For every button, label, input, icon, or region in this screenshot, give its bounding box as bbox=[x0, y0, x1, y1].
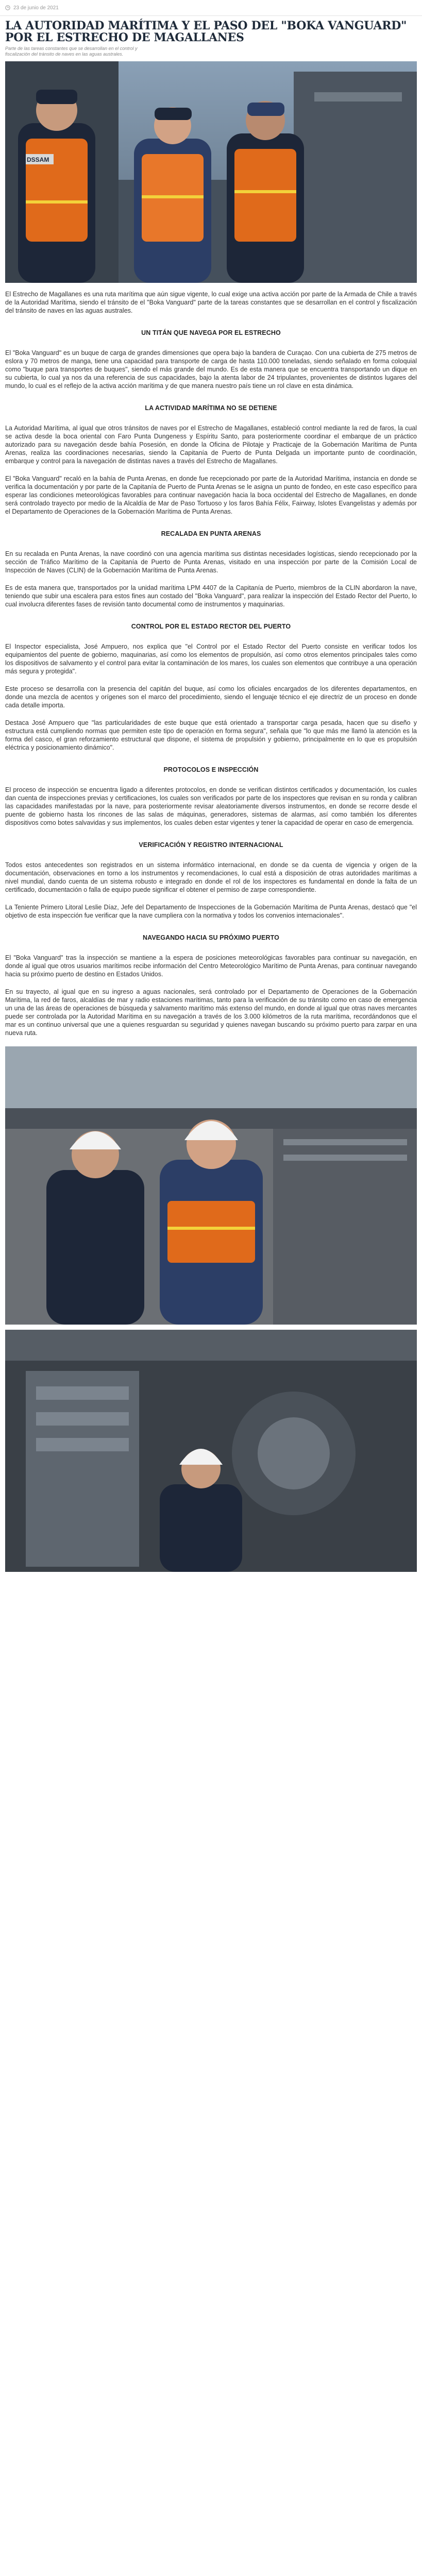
section-heading: PROTOCOLOS E INSPECCIÓN bbox=[163, 766, 259, 773]
section-heading: VERIFICACIÓN Y REGISTRO INTERNACIONAL bbox=[139, 841, 283, 849]
paragraph: El "Boka Vanguard" es un buque de carga de grandes dimensiones que opera bajo la bandera de Curaçao. Con una cubierta de 275 metros de eslora y 70 metros de manga, tiene una capacidad para transporte de carga de hasta 110.000 toneladas, siendo señalado en forma coloquial como "buque para transportes de buques", siendo el más grande del mundo. Es de esta manera que se encuentra transportando un dique en su cubierta, lo cual ya nos da una referencia de sus capacidades, bajo la atenta labor de 24 tripulantes, provenientes de distintos lugares del mundo, lo cual es el reflejo de la activa acción marítima y de que manera nuestro país tiene un rol clave en esta dinámica. bbox=[5, 349, 417, 389]
photo-inspection-deck bbox=[5, 1046, 417, 1325]
clock-icon bbox=[5, 5, 10, 10]
paragraph: Es de esta manera que, transportados por la unidad marítima LPM 4407 de la Capitanía de Puerto, miembros de la CLIN abordaron la nave, teniendo que subir una escalera para estos fines aun costado del "Boka Vanguard", para realizar la inspección del Estado Rector del Puerto, lo cual involucra diferentes fases de revisión tanto documental como de instrumentos y maquinarias. bbox=[5, 584, 417, 608]
paragraph: Todos estos antecedentes son registrados en un sistema informático internacional, en donde se da cuenta de vigencia y origen de la documentación, observaciones en torno a los instrumentos y recomendaciones, lo cual está a disposición de otras autoridades marítimas a nivel mundial, dando cuenta de un sistema robusto e integrado en donde el rol de los inspectores es fundamental en donde la falta de un certificado, documentación o falla de equipo puede significar el obtener el permiso de zarpe correspondiente. bbox=[5, 861, 417, 893]
paragraph: Este proceso se desarrolla con la presencia del capitán del buque, así como los oficiales encargados de los diferentes departamentos, en donde una mezcla de acentos y orígenes son el marco del procedimiento, siendo el lenguaje técnico el eje directriz de un proceso en donde cada detalle importa. bbox=[5, 685, 417, 709]
photo-engine-room bbox=[5, 1330, 417, 1572]
paragraph: El Estrecho de Magallanes es una ruta marítima que aún sigue vigente, lo cual exige una activa acción por parte de la Armada de Chile a través de la Autoridad Marítima, siendo el tránsito de el "Boka Vanguard" parte de la tareas constantes que se desarrollan en el control y fiscalización del tránsito de naves en las aguas australes. bbox=[5, 291, 417, 314]
paragraph: En su trayecto, al igual que en su ingreso a aguas nacionales, será controlado por el Departamento de Operaciones de la Gobernación Marítima, la red de faros, alcaldías de mar y radio estaciones marítimas, tanto para la verificación de su tránsito como en caso de emergencia un una de las áreas de operaciones de búsqueda y salvamento marítimo más extenso del mundo, en donde al igual que otras naves mercantes puede ser controlada por la Autoridad Marítima en su navegación a través de los 3.000 kilómetros de la ruta marítima, recordándonos que el mar es un continuo universal que une a quienes resguardan su seguridad y quienes navegan buscando su próximo puerto para zarpar en una nueva ruta. bbox=[5, 988, 417, 1037]
article-date: 23 de junio de 2021 bbox=[13, 5, 59, 11]
article-subtitle: Parte de las tareas constantes que se desarrollan en el control y fiscalización del tránsito de naves en las aguas australes. bbox=[5, 46, 138, 57]
section-heading: CONTROL POR EL ESTADO RECTOR DEL PUERTO bbox=[131, 623, 291, 630]
paragraph: El "Boka Vanguard" recaló en la bahía de Punta Arenas, en donde fue recepcionado por parte de la Autoridad Marítima, instancia en donde se verifica la documentación y por parte de la Capitanía de Puerto de Punta Arenas se le asigna un punto de fondeo, en este caso específico para esperar las condiciones meteorológicas favorables para continuar navegación hacia la boca occidental del Estrecho de Magallanes, en donde será controlado trayecto por medio de la Alcaldía de Mar de Paso Tortuoso y los faros Bahía Félix, Fairway, Islotes Evangelistas y además por el Departamento de Operaciones de la Gobernación Marítima de Punta Arenas. bbox=[5, 475, 417, 515]
paragraph: La Autoridad Marítima, al igual que otros tránsitos de naves por el Estrecho de Magallanes, estableció control mediante la red de faros, la cual se activa desde la boca oriental con Faro Punta Dungeness y Espíritu Santo, para posteriormente coordinar el embarque de un práctico autorizado para su navegación desde bahía Posesión, en donde la Oficina de Pilotaje y Practicaje de la Gobernación Marítima de Punta Arenas, realiza las coordinaciones necesarias, siendo la Capitanía de Puerto de Punta Delgada un importante punto de coordinación, embarque y control para la navegación de distintas naves a través del Estrecho de Magallanes. bbox=[5, 425, 417, 465]
paragraph: El proceso de inspección se encuentra ligado a diferentes protocolos, en donde se verifican distintos certificados y documentación, los cuales dan cuenta de inspecciones previas y certificaciones, los cuales son verificados por parte de los inspectores que revisan en su ronda y calibran las capacidades manifestadas por la nave, para posteriormente revisar aleatoriamente diversos instrumentos, en donde se recorre desde el puente de gobierno hasta los rincones de las salas de máquinas, generadores, sistemas de alarmas, así como también los diferentes dispositivos como botes salvavidas y sus implementos, los cuales deben estar vigentes y tener la capacidad de operar en caso de emergencia. bbox=[5, 786, 417, 826]
hero-patch-label: DSSAM bbox=[27, 156, 49, 163]
section-heading: RECALADA EN PUNTA ARENAS bbox=[161, 530, 261, 537]
hero-photo bbox=[5, 61, 417, 283]
article-meta bbox=[0, 0, 422, 16]
article-title: LA AUTORIDAD MARÍTIMA Y EL PASO DEL "BOKA VANGUARD" POR EL ESTRECHO DE MAGALLANES bbox=[5, 19, 407, 44]
paragraph: El "Boka Vanguard" tras la inspección se mantiene a la espera de posiciones meteorológicas favorables para continuar su navegación, en donde al igual que otros usuarios marítimos recibe información del Centro Meteorológico Marítimo de Punta Arenas, para continuar navegando hacia su próximo puerto de destino en Estados Unidos. bbox=[5, 954, 417, 978]
paragraph: Destaca José Ampuero que "las particularidades de este buque que está orientado a transportar carga pesada, hacen que su diseño y estructura está cumpliendo normas que permiten este tipo de operación en forma segura", señala que "lo que más me llamó la atención es la forma del casco, el gran reforzamiento estructural que dispone, el sistema de propulsión y gobierno, principalmente en lo que es propulsión eléctrica y posicionamiento dinámico". bbox=[5, 719, 417, 751]
section-heading: NAVEGANDO HACIA SU PRÓXIMO PUERTO bbox=[143, 934, 279, 941]
section-heading: UN TITÁN QUE NAVEGA POR EL ESTRECHO bbox=[141, 329, 281, 336]
paragraph: El Inspector especialista, José Ampuero, nos explica que "el Control por el Estado Rector del Puerto consiste en verificar todos los equipamientos del puente de gobierno, maquinarias, así como los elementos de propulsión, así como otros elementos principales tales como los dispositivos de salvamento y el control para evitar la contaminación de los mares, los cuales son elementos que contribuye a una operación más segura y protegida". bbox=[5, 643, 417, 675]
paragraph: La Teniente Primero Litoral Leslie Díaz, Jefe del Departamento de Inspecciones de la Gobernación Marítima de Punta Arenas, destacó que "el objetivo de esta inspección fue verificar que la nave cumpliera con la normativa y todos los convenios internacionales". bbox=[5, 904, 417, 919]
section-heading: LA ACTIVIDAD MARÍTIMA NO SE DETIENE bbox=[145, 404, 277, 412]
paragraph: En su recalada en Punta Arenas, la nave coordinó con una agencia marítima sus distintas necesidades logísticas, siendo recepcionado por la sección de Tráfico Marítimo de la Capitanía de Puerto de Punta Arenas, visitado en una inspección por parte de la Comisión Local de Inspección de Naves (CLIN) de la Gobernación Marítima de Punta Arenas. bbox=[5, 550, 417, 574]
